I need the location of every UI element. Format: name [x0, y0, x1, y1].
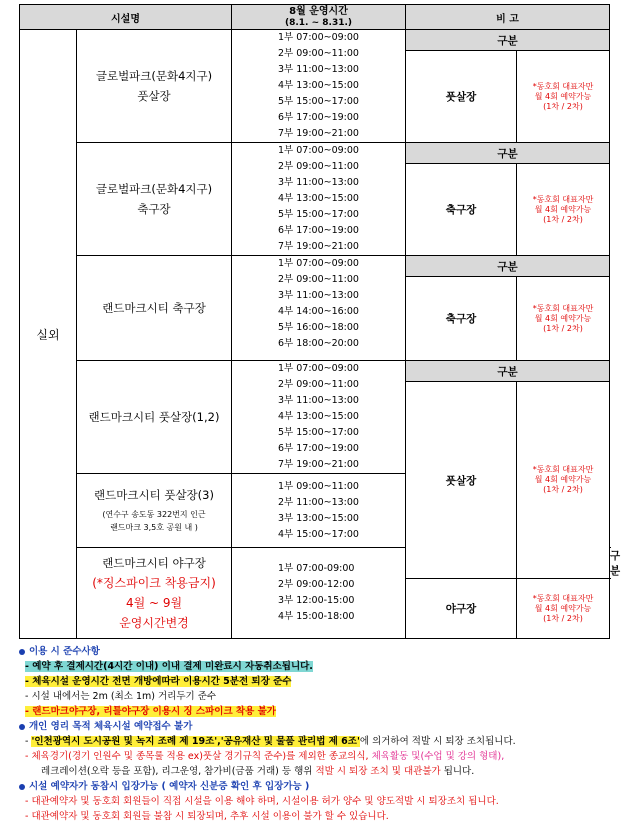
sessions-lm-futsal3	[232, 474, 406, 548]
session-slot: 6부 18:00~20:00	[278, 338, 359, 349]
note-text: - 예약 후 결제시간(4시간 이내) 이내 결제 미완료시 자동취소됩니다.	[25, 661, 313, 672]
heading-text: 이용 시 준수사항	[29, 646, 100, 657]
facility-address: 랜드마크 3,5호 공원 내 )	[110, 522, 198, 532]
facility-name: 랜드마크시티 야구장	[102, 556, 206, 570]
note-text: - 대관예약자 및 동호회 회원들 불참 시 퇴장되며, 추후 시설 이용이 불가 할 수 있습니다.	[25, 811, 389, 822]
session-slot: 3부 12:00-15:00	[278, 595, 355, 606]
facility-name: 글로벌파크(문화4지구)	[95, 69, 213, 83]
session-slot: 5부 15:00~17:00	[278, 427, 359, 438]
note-line: *동호회 대표자만	[532, 465, 594, 474]
note-text: - 랜드마크야구장, 리틀야구장 이용시 징 스파이크 착용 불가	[25, 706, 276, 717]
facility-name: 풋살장	[137, 89, 171, 103]
note-line	[19, 674, 619, 689]
session-slot: 6부 17:00~19:00	[278, 225, 359, 236]
facility-lm-baseball	[77, 548, 232, 639]
notes-heading-entry	[19, 779, 619, 794]
note-text: 체육활동 및(수업 및 강의 형태),	[371, 751, 505, 762]
note-line	[19, 689, 619, 704]
header-hours-sub: (8.1. ~ 8.31.)	[285, 18, 353, 28]
note-line: *동호회 대표자만	[532, 593, 594, 603]
sessions-gp-futsal	[232, 30, 406, 143]
session-slot: 2부 11:00~13:00	[278, 496, 359, 508]
notes-heading-usage	[19, 644, 619, 659]
sessions-lm-baseball	[232, 548, 406, 639]
reservation-note	[517, 277, 610, 361]
note-text: - 체육시설 운영시간 전면 개방에따라 이용시간 5분전 퇴장 준수	[25, 676, 292, 687]
session-slot: 1부 07:00-09:00	[278, 563, 355, 574]
heading-text: 개인 영리 목적 체육시설 예약접수 불가	[29, 721, 193, 732]
session-slot: 4부 15:00~17:00	[278, 528, 359, 540]
note-line	[19, 764, 619, 779]
note-text: -	[25, 736, 32, 747]
session-slot: 1부 09:00~11:00	[278, 480, 359, 492]
notes-heading-commercial	[19, 719, 619, 734]
note-text: 레크레이션(오락 등을 포함), 리그운영, 참가비(금품 거래) 등 행위	[41, 766, 316, 777]
note-line: *동호회 대표자만	[532, 303, 594, 313]
facility-gp-futsal	[77, 30, 232, 143]
session-slot: 4부 13:00~15:00	[278, 80, 359, 91]
heading-text: 시설 예약자가 동참시 입장가능 ( 예약자 신분증 확인 후 입장가능 )	[29, 781, 310, 792]
session-slot: 4부 14:00~16:00	[278, 306, 359, 317]
facility-type: 풋살장	[406, 51, 517, 143]
reservation-note	[517, 51, 610, 143]
session-slot: 3부 11:00~13:00	[278, 177, 359, 188]
gubun-header: 구분	[406, 143, 610, 164]
header-notes: 비 고	[406, 5, 610, 30]
note-line	[19, 734, 619, 749]
note-text: 됩니다.	[440, 766, 475, 777]
gubun-header: 구분	[406, 361, 610, 382]
note-line: (1차 / 2차)	[543, 613, 583, 623]
header-row	[20, 5, 610, 30]
session-slot: 3부 11:00~13:00	[278, 64, 359, 75]
session-slot: 1부 07:00~09:00	[278, 363, 359, 374]
session-slot: 1부 07:00~09:00	[278, 258, 359, 269]
facility-type: 야구장	[406, 579, 517, 639]
session-slot: 7부 19:00~21:00	[278, 128, 359, 139]
note-line	[19, 704, 619, 719]
session-slot: 6부 17:00~19:00	[278, 443, 359, 454]
sessions-gp-soccer	[232, 143, 406, 256]
sessions-lm-soccer	[232, 256, 406, 361]
facility-gp-soccer	[77, 143, 232, 256]
reservation-note	[517, 164, 610, 256]
session-slot: 3부 11:00~13:00	[278, 395, 359, 406]
notes-section	[19, 644, 619, 824]
session-slot: 2부 09:00~11:00	[278, 379, 359, 390]
session-slot: 7부 19:00~21:00	[278, 459, 359, 470]
session-slot: 3부 11:00~13:00	[278, 290, 359, 301]
session-slot: 2부 09:00~11:00	[278, 161, 359, 172]
reservation-note	[517, 382, 610, 579]
session-slot: 5부 16:00~18:00	[278, 322, 359, 333]
note-line: 월 4회 예약가능	[534, 603, 592, 613]
gubun-header: 구분	[406, 30, 610, 51]
gubun-header: 구분	[406, 256, 610, 277]
note-text: - 대관예약자 및 동호회 회원들이 직접 시설을 이용 해야 하며, 시설이용 허가 양수 및 양도적발 시 퇴장조치 됩니다.	[25, 796, 499, 807]
header-facility: 시설명	[20, 5, 232, 30]
outdoor-label: 실외	[20, 30, 77, 639]
note-line: 월 4회 예약가능	[534, 204, 592, 214]
note-line	[19, 809, 619, 824]
schedule-table: 시설명 8월 운영시간 (8.1. ~ 8.31.) 비 고 실외 글로벌파크(문화4지구) 풋살장 1부 07:00~09:00 2부 09:00~11:00 3부 11:00~13:00 4부 13:00~15:00 5부 15:00~17:00 6부 17:00~19:00 7부 19:00~21:00 구분 풋살장 *동호회 대표자만 월 4회 예약가능 (1차 / 2차) 글로벌파크(문화4지구) 축구장 1부 07:00~09:00 2부 09:00~11:00 3부 11:00~13:00 4부 13:00~15:00 5부 15:00~17:00 6부 17:00~19:00 7부 19:00~21:00 구분 축구장 *동호회 대표자만 월 4회 예약가능 (1차 / 2차) 랜드마크시티 축구장 1부 07:00~09:00 2부 09:00~11:00 3부 11:00~13:00 4부 14:00~16:00 5부 16:00~18:00 6부 18:00~20:00 구분 축구장 *동호회 대표자만 월 4회 예약가능 (1차 / 2차) 랜드마크시티 풋살장(1,2) 1부 07:00~09:00 2부 09:00~11:00 3부 11:00~13:00 4부 13:00~15:00 5부 15:00~17:00 6부 17:00~19:00 7부 19:00~21:00 구분 풋살장 *동호회 대표자만 월 4회 예약가능 (1차 / 2차) 랜드마크시티 풋살장(3) (연수구 송도동 322번지 인근 랜드마크 3,5호 공원 내 ) 1부 09:00~11:00 2부 11:00~13:00 3부 13:00~15:00 4부 15:00~17:00 랜드마크시티 야구장 (*징스파이크 착용금지) 4월 ~ 9월 운영시간변경 1부 07:00-09:00 2부 09:00-12:00 3부 12:00-15:00 4부 15:00-18:00 구분 야구장 *동호회 대표자만 월 4회 예약가능 (1차 / 2차)	[19, 4, 610, 639]
bullet-icon	[19, 724, 25, 730]
session-slot: 6부 17:00~19:00	[278, 112, 359, 123]
session-slot: 3부 13:00~15:00	[278, 512, 359, 524]
session-slot: 2부 09:00-12:00	[278, 579, 355, 590]
session-slot: 1부 07:00~09:00	[278, 145, 359, 156]
note-line: *동호회 대표자만	[532, 81, 594, 91]
facility-type: 축구장	[406, 277, 517, 361]
session-slot: 4부 13:00~15:00	[278, 411, 359, 422]
note-line: (1차 / 2차)	[543, 323, 583, 333]
session-slot: 4부 15:00-18:00	[278, 611, 355, 622]
note-line: *동호회 대표자만	[532, 194, 594, 204]
note-text: 적발 시 퇴장 조치 및 대관불가	[315, 766, 441, 777]
session-slot: 1부 07:00~09:00	[278, 32, 359, 43]
note-line	[19, 749, 619, 764]
facility-name: 글로벌파크(문화4지구)	[95, 182, 213, 196]
session-slot: 5부 15:00~17:00	[278, 96, 359, 107]
header-hours-main: 8월 운영시간	[289, 6, 348, 17]
note-line: 월 4회 예약가능	[534, 91, 592, 101]
note-line: (1차 / 2차)	[543, 101, 583, 111]
facility-type: 축구장	[406, 164, 517, 256]
note-text: - 시설 내에서는 2m (최소 1m) 거리두기 준수	[25, 691, 217, 702]
facility-lm-futsal3	[77, 474, 232, 548]
facility-lm-soccer: 랜드마크시티 축구장	[77, 256, 232, 361]
facility-lm-futsal12: 랜드마크시티 풋살장(1,2)	[77, 361, 232, 474]
facility-name: 축구장	[137, 202, 171, 216]
session-slot: 5부 15:00~17:00	[278, 209, 359, 220]
note-line: 월 4회 예약가능	[534, 475, 592, 484]
facility-address: (연수구 송도동 322번지 인근	[102, 509, 206, 519]
reservation-note	[517, 579, 610, 639]
facility-type: 풋살장	[406, 382, 517, 579]
note-text-highlight: '인천광역시 도시공원 및 녹지 조례 제 19조','공유재산 및 물품 관리법 제 6조'	[31, 736, 360, 747]
note-line: 월 4회 예약가능	[534, 313, 592, 323]
bullet-icon	[19, 784, 25, 790]
facility-name: 랜드마크시티 풋살장(3)	[94, 487, 214, 502]
note-text: 에 의거하여 적발 시 퇴장 조치됩니다.	[359, 736, 516, 747]
note-line: (1차 / 2차)	[543, 214, 583, 224]
session-slot: 2부 09:00~11:00	[278, 274, 359, 285]
facility-warning: (*징스파이크 착용금지)	[92, 576, 216, 590]
session-slot: 7부 19:00~21:00	[278, 241, 359, 252]
facility-warning: 운영시간변경	[119, 616, 189, 630]
note-line	[19, 794, 619, 809]
note-line: (1차 / 2차)	[543, 485, 583, 494]
session-slot: 2부 09:00~11:00	[278, 48, 359, 59]
note-line	[19, 659, 619, 674]
sessions-lm-futsal12	[232, 361, 406, 474]
note-text: - 체육경기(경기 인원수 및 종목룰 적용 ex)풋살 경기규칙 준수)를 제외한 종교의식,	[25, 751, 372, 762]
session-slot: 4부 13:00~15:00	[278, 193, 359, 204]
bullet-icon	[19, 649, 25, 655]
facility-warning: 4월 ~ 9월	[125, 596, 183, 610]
header-hours	[232, 5, 406, 30]
